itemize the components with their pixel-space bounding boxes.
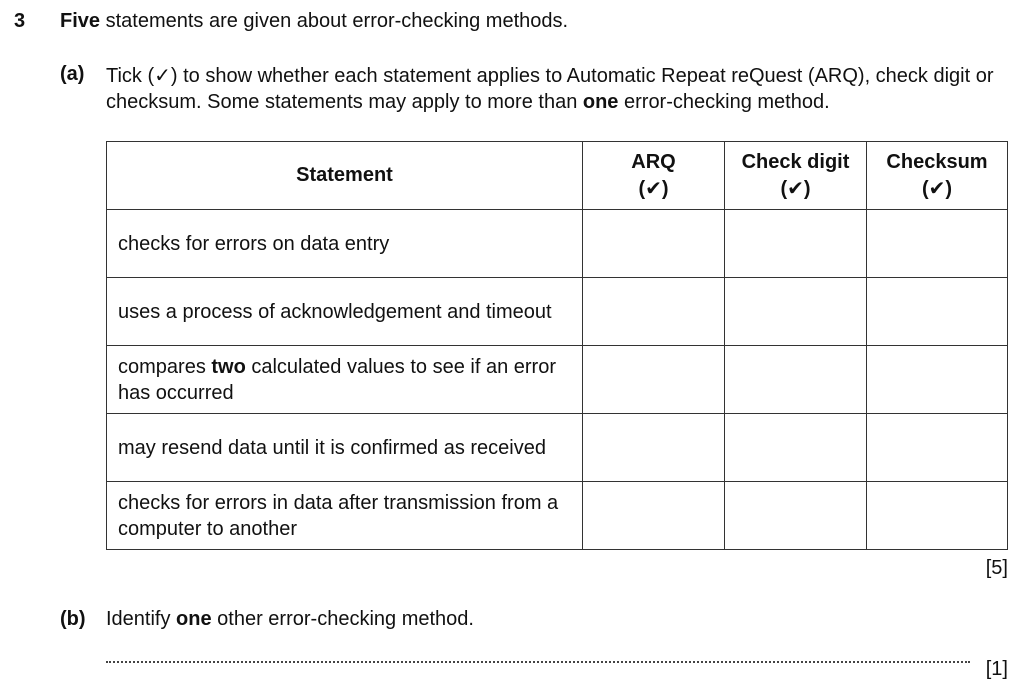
checksum-header-label: Checksum	[886, 150, 988, 173]
statement-text-bold: two	[211, 355, 246, 378]
part-a-text-bold: one	[582, 91, 619, 113]
part-b-text-1: Identify	[106, 608, 177, 630]
statement-cell	[107, 278, 583, 346]
statement-text: uses a process of acknowledgement and timeout	[118, 300, 552, 323]
part-b-text-bold: one	[176, 608, 212, 630]
question-stem-bold: Five	[60, 10, 101, 32]
checksum-tick-cell[interactable]	[867, 482, 1008, 550]
part-b-text-2: other error-checking method.	[211, 608, 474, 630]
part-a-marks: [5]	[985, 557, 1008, 579]
table-row	[107, 414, 1008, 482]
arq-tick-cell[interactable]	[583, 210, 725, 278]
statement-cell	[107, 210, 583, 278]
checksum-header	[867, 142, 1008, 210]
check-digit-tick-cell[interactable]	[725, 278, 867, 346]
arq-tick-cell[interactable]	[583, 278, 725, 346]
answer-line[interactable]	[106, 661, 970, 663]
question-stem-text: statements are given about error-checking methods.	[100, 10, 569, 32]
statement-cell	[107, 414, 583, 482]
statement-text: compares	[118, 355, 212, 378]
check-digit-tick-cell[interactable]	[725, 482, 867, 550]
question-stem	[60, 10, 568, 33]
checksum-tick-cell[interactable]	[867, 346, 1008, 414]
check-digit-header	[725, 142, 867, 210]
table-row	[107, 346, 1008, 414]
statement-text: may resend data until it is confirmed as received	[118, 436, 546, 459]
arq-header	[583, 142, 725, 210]
statement-text-rest: calculated values to see if an error has occurred	[118, 355, 556, 404]
arq-tick-glyph: (✔)	[638, 177, 669, 200]
check-digit-tick-cell[interactable]	[725, 210, 867, 278]
arq-tick-cell[interactable]	[583, 346, 725, 414]
tick-table	[106, 141, 1008, 550]
arq-tick-cell[interactable]	[583, 414, 725, 482]
checksum-tick-cell[interactable]	[867, 414, 1008, 482]
table-row	[107, 278, 1008, 346]
header-row	[107, 142, 1008, 210]
statement-header: Statement	[107, 142, 583, 210]
table-row	[107, 482, 1008, 550]
question-number: 3	[14, 10, 26, 32]
checksum-tick-cell[interactable]	[867, 278, 1008, 346]
check-digit-tick-cell[interactable]	[725, 346, 867, 414]
statement-cell	[107, 346, 583, 414]
check-digit-tick-glyph: (✔)	[780, 177, 811, 200]
table-row	[107, 210, 1008, 278]
check-digit-header-label: Check digit	[741, 150, 850, 173]
part-b-question	[106, 608, 474, 631]
part-a-text-2: error-checking method.	[618, 91, 830, 113]
part-a-label: (a)	[60, 63, 85, 85]
arq-tick-cell[interactable]	[583, 482, 725, 550]
part-a-instructions	[106, 63, 1016, 115]
part-b-label: (b)	[60, 608, 86, 630]
checksum-tick-glyph: (✔)	[921, 177, 953, 200]
checksum-tick-cell[interactable]	[867, 210, 1008, 278]
statement-text: checks for errors in data after transmission from a computer to another	[118, 491, 559, 540]
part-b-marks: [1]	[985, 658, 1008, 680]
arq-header-label: ARQ	[631, 150, 676, 173]
check-digit-tick-cell[interactable]	[725, 414, 867, 482]
statement-cell	[107, 482, 583, 550]
statement-text: checks for errors on data entry	[118, 232, 390, 255]
part-a-text-1: Tick (✓) to show whether each statement applies to Automatic Repeat reQuest (ARQ), check digit or checksum. Some statements may apply to more than	[106, 65, 994, 113]
